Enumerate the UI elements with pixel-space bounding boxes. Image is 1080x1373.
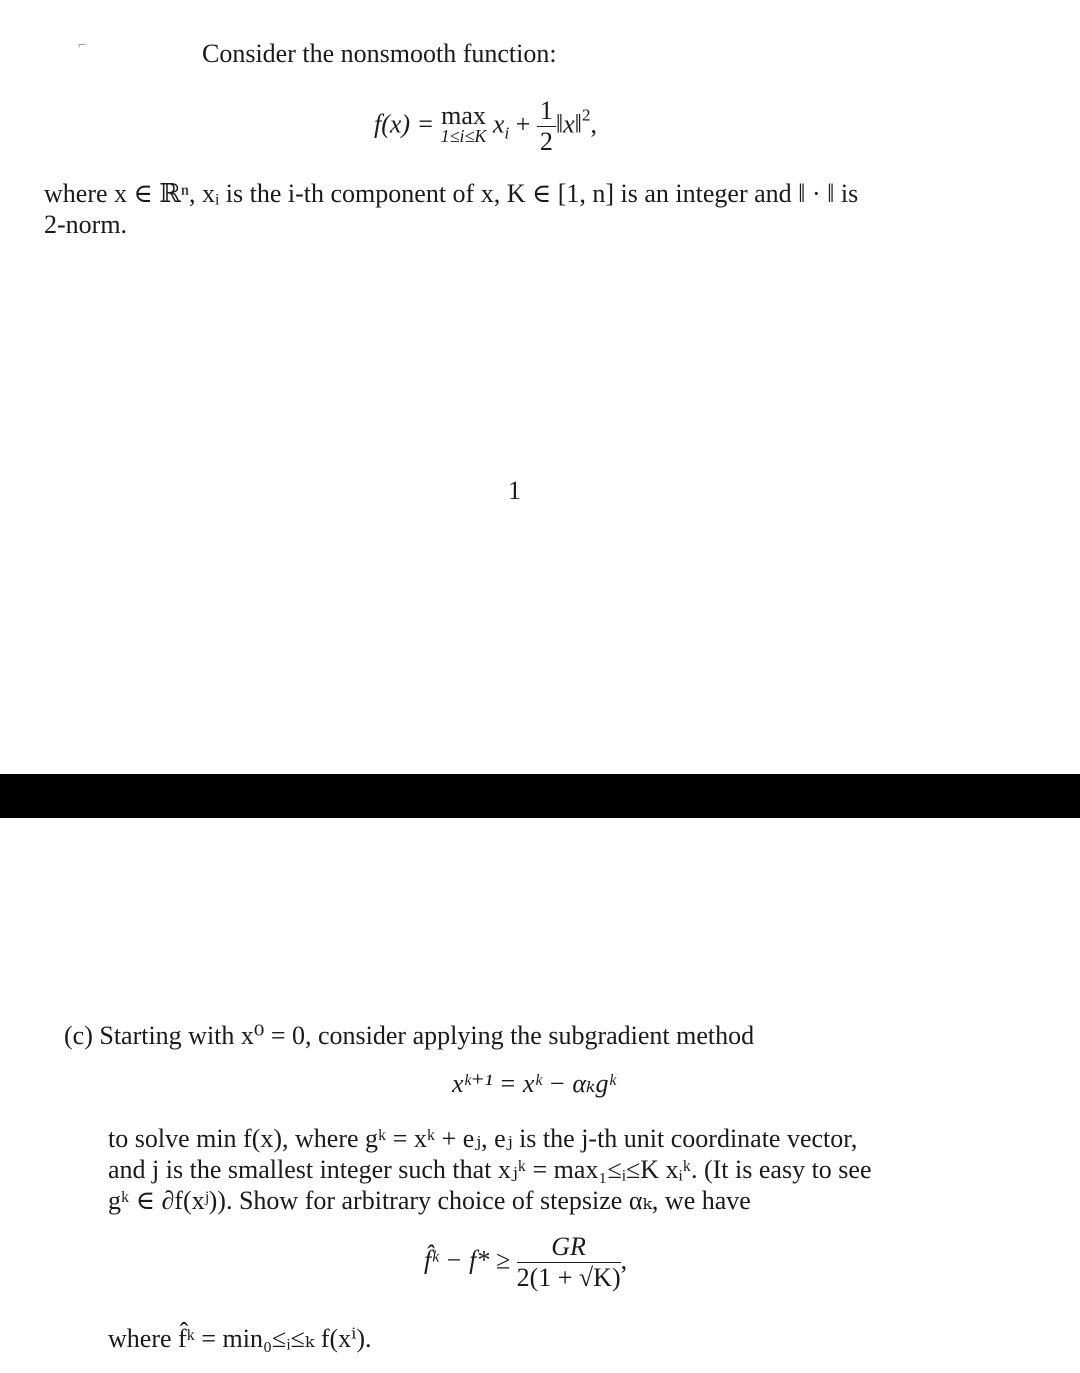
half-fraction	[537, 96, 556, 157]
update-equation: xᵏ⁺¹ = xᵏ − αₖgᵏ	[452, 1069, 616, 1098]
page-number: 1	[508, 476, 521, 505]
half-den: 2	[539, 127, 553, 156]
eq1-trail: ,	[590, 109, 597, 139]
intro-text: Consider the nonsmooth function:	[202, 39, 557, 68]
eq1-term-sub: i	[504, 123, 510, 143]
bound-fraction	[517, 1232, 621, 1293]
eq1-plus: +	[515, 109, 531, 139]
eq1-norm-sup: 2	[581, 105, 591, 125]
max-operator	[440, 101, 487, 146]
part-c-intro: (c) Starting with x⁰ = 0, consider applying the subgradient method	[64, 1021, 755, 1050]
bound-num: GR	[517, 1232, 621, 1263]
where-last: where f̂ᵏ = min₀≤ᵢ≤ₖ f(xⁱ).	[108, 1324, 372, 1353]
max-word: max	[441, 101, 486, 130]
eq1-norm: ‖x‖	[555, 109, 582, 139]
part-c-body-3: gᵏ ∈ ∂f(xʲ)). Show for arbitrary choice of stepsize αₖ, we have	[108, 1186, 751, 1215]
eq1-term: x	[492, 109, 505, 139]
max-range: 1≤i≤K	[440, 126, 487, 146]
where-line-1: where x ∈ ℝⁿ, xᵢ is the i-th component of x, K ∈ [1, n] is an integer and ‖ · ‖ is	[44, 179, 859, 208]
ineq-trail: ,	[620, 1245, 628, 1275]
function-definition	[374, 96, 597, 156]
part-c-body-2: and j is the smallest integer such that xⱼᵏ = max₁≤ᵢ≤K xᵢᵏ. (It is easy to see	[108, 1155, 872, 1184]
redaction-bar	[0, 774, 1080, 818]
scan-mark: ⌐	[78, 38, 86, 53]
eq1-lhs: f(x) =	[374, 109, 435, 139]
lower-bound-inequality	[424, 1232, 627, 1302]
where-line-2: 2-norm.	[44, 210, 128, 239]
ineq-lhs: f̂ᵏ − f* ≥	[424, 1245, 511, 1275]
half-num: 1	[537, 96, 556, 127]
bound-den: 2(1 + √K)	[516, 1263, 621, 1292]
part-c-body-1: to solve min f(x), where gᵏ = xᵏ + eⱼ, eⱼ is the j-th unit coordinate vector,	[108, 1124, 858, 1153]
